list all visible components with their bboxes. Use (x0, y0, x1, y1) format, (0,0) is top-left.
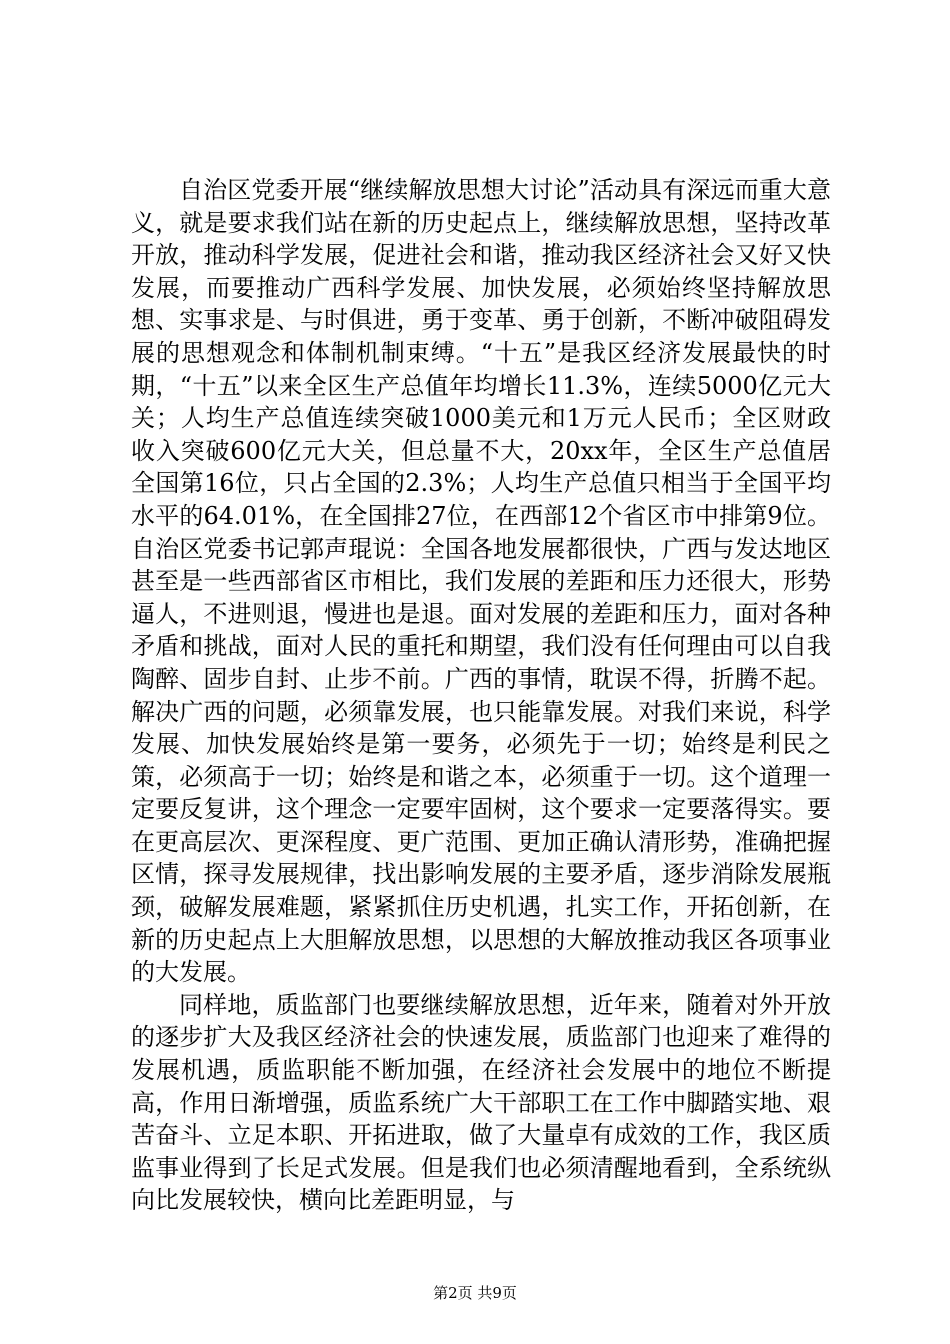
paragraph-2: 同样地，质监部门也要继续解放思想，近年来，随着对外开放的逐步扩大及我区经济社会的快速发展，质监部门也迎来了难得的发展机遇，质监职能不断加强，在经济社会发展中的地位不断提高，作用日渐增强，质监系统广大干部职工在工作中脚踏实地、艰苦奋斗、立足本职、开拓进取，做了大量卓有成效的工作，我区质监事业得到了长足式发展。但是我们也必须清醒地看到，全系统纵向比发展较快，横向比差距明显，与 (131, 990, 831, 1215)
document-body (131, 174, 831, 1217)
paragraph-1: 自治区党委开展“继续解放思想大讨论”活动具有深远而重大意义，就是要求我们站在新的历史起点上，继续解放思想，坚持改革开放，推动科学发展，促进社会和谐，推动我区经济社会又好又快发展，而要推动广西科学发展、加快发展，必须始终坚持解放思想、实事求是、与时俱进，勇于变革、勇于创新，不断冲破阻碍发展的思想观念和体制机制束缚。“十五”是我区经济发展最快的时期，“十五”以来全区生产总值年均增长11.3%，连续5000亿元大关；人均生产总值连续突破1000美元和1万元人民币；全区财政收入突破600亿元大关，但总量不大，20xx年，全区生产总值居全国第16位，只占全国的2.3%；人均生产总值只相当于全国平均水平的64.01%，在全国排27位，在西部12个省区市中排第9位。自治区党委书记郭声琨说：全国各地发展都很快，广西与发达地区甚至是一些西部省区市相比，我们发展的差距和压力还很大，形势逼人，不进则退，慢进也是退。面对发展的差距和压力，面对各种矛盾和挑战，面对人民的重托和期望，我们没有任何理由可以自我陶醉、固步自封、止步不前。广西的事情，耽误不得，折腾不起。解决广西的问题，必须靠发展，也只能靠发展。对我们来说，科学发展、加快发展始终是第一要务，必须先于一切；始终是利民之策，必须高于一切；始终是和谐之本，必须重于一切。这个道理一定要反复讲，这个理念一定要牢固树，这个要求一定要落得实。要在更高层次、更深程度、更广范围、更加正确认清形势，准确把握区情，探寻发展规律，找出影响发展的主要矛盾，逐步消除发展瓶颈，破解发展难题，紧紧抓住历史机遇，扎实工作，开拓创新，在新的历史起点上大胆解放思想，以思想的大解放推动我区各项事业的大发展。 (131, 176, 831, 987)
page-footer: 第2页 共9页 (433, 1284, 517, 1302)
